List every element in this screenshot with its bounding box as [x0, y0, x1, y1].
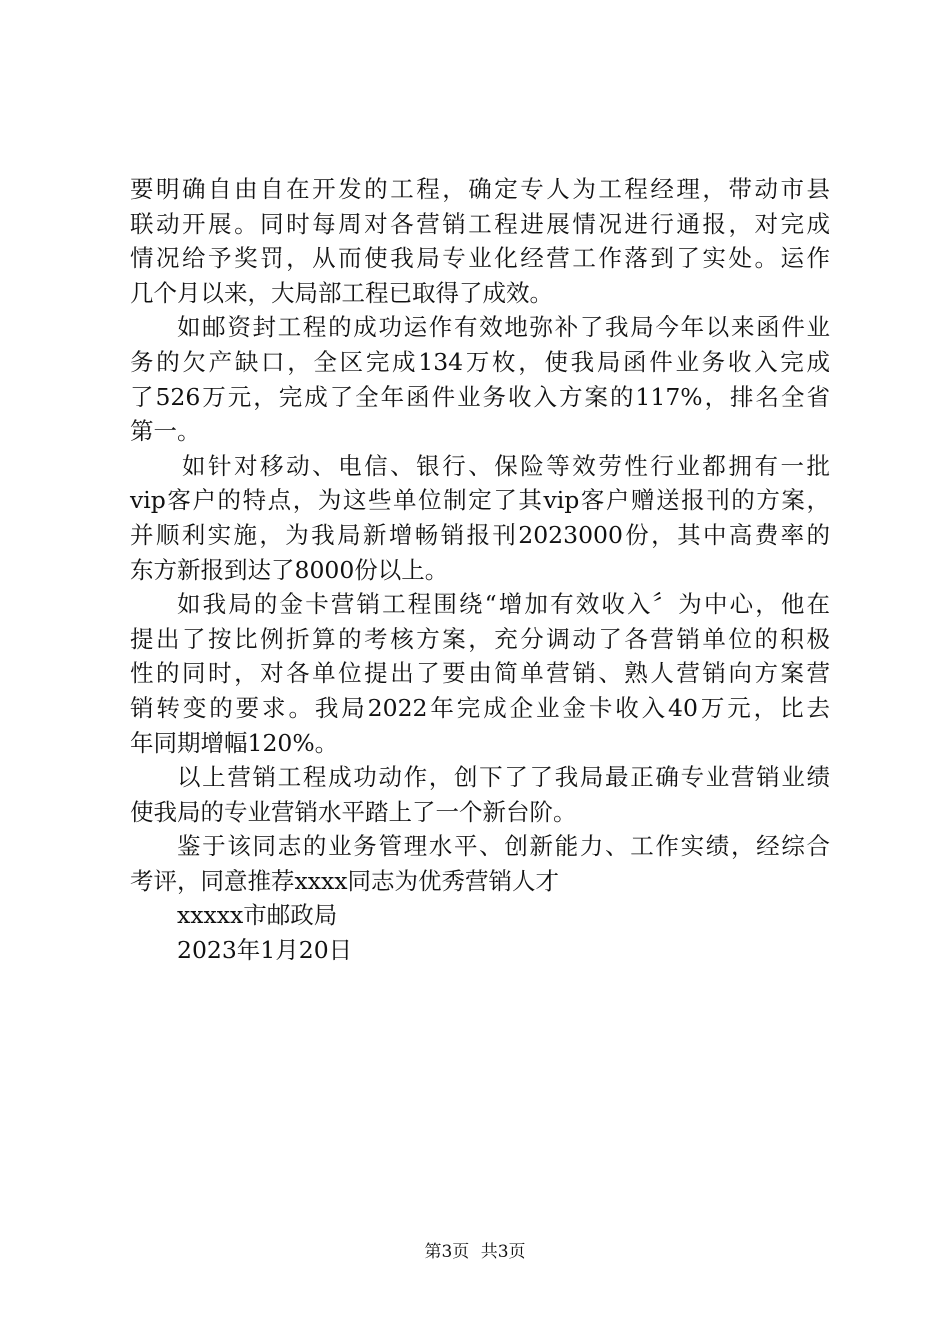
- paragraph-2-line-3: 了526万元，完成了全年函件业务收入方案的117%，排名全省: [130, 382, 830, 411]
- paragraph-2-line-4: 第一。: [130, 417, 201, 446]
- document-body: [130, 172, 830, 968]
- paragraph-4-line-3: 性的同时，对各单位提出了要由简单营销、熟人营销向方案营: [130, 659, 830, 688]
- signature-date: 2023年1月20日: [177, 936, 353, 965]
- page-number: 第3页: [424, 1242, 470, 1262]
- paragraph-1-line-1: 要明确自由自在开发的工程，确定专人为工程经理，带动市县: [130, 175, 830, 203]
- paragraph-4-line-1: 如我局的金卡营销工程围绕“增加有效收入〞为中心，他在: [177, 590, 830, 619]
- paragraph-3-line-4: 东方新报到达了8000份以上。: [130, 555, 449, 584]
- page-total: 共3页: [480, 1242, 526, 1262]
- paragraph-6-line-2: 考评，同意推荐xxxx同志为优秀营销人才: [130, 866, 560, 895]
- paragraph-6-line-1: 鉴于该同志的业务管理水平、创新能力、工作实绩，经综合: [177, 832, 830, 861]
- paragraph-1-line-2: 联动开展。同时每周对各营销工程进展情况进行通报，对完成: [130, 209, 830, 238]
- paragraph-5-line-1: 以上营销工程成功动作，创下了了我局最正确专业营销业绩: [177, 763, 830, 792]
- signature-organization: xxxxx市邮政局: [177, 901, 338, 930]
- paragraph-4-line-2: 提出了按比例折算的考核方案，充分调动了各营销单位的积极: [130, 624, 830, 653]
- paragraph-1-line-3: 情况给予奖罚，从而使我局专业化经营工作落到了实处。运作: [130, 244, 830, 273]
- paragraph-1-line-4: 几个月以来，大局部工程已取得了成效。: [130, 278, 553, 307]
- page-footer: [0, 1241, 950, 1263]
- paragraph-3-line-3: 并顺利实施，为我局新增畅销报刊2023000份，其中高费率的: [130, 520, 830, 549]
- paragraph-2-line-1: 如邮资封工程的成功运作有效地弥补了我局今年以来函件业: [177, 313, 830, 342]
- paragraph-4-line-4: 销转变的要求。我局2022年完成企业金卡收入40万元，比去: [130, 693, 830, 722]
- paragraph-3-line-2: vip客户的特点，为这些单位制定了其vip客户赠送报刊的方案，: [130, 486, 830, 515]
- paragraph-3-line-1: 如针对移动、电信、银行、保险等效劳性行业都拥有一批: [182, 451, 830, 480]
- paragraph-4-line-5: 年同期增幅120%。: [130, 728, 339, 757]
- paragraph-5-line-2: 使我局的专业营销水平踏上了一个新台阶。: [130, 797, 577, 826]
- paragraph-2-line-2: 务的欠产缺口，全区完成134万枚，使我局函件业务收入完成: [130, 347, 830, 376]
